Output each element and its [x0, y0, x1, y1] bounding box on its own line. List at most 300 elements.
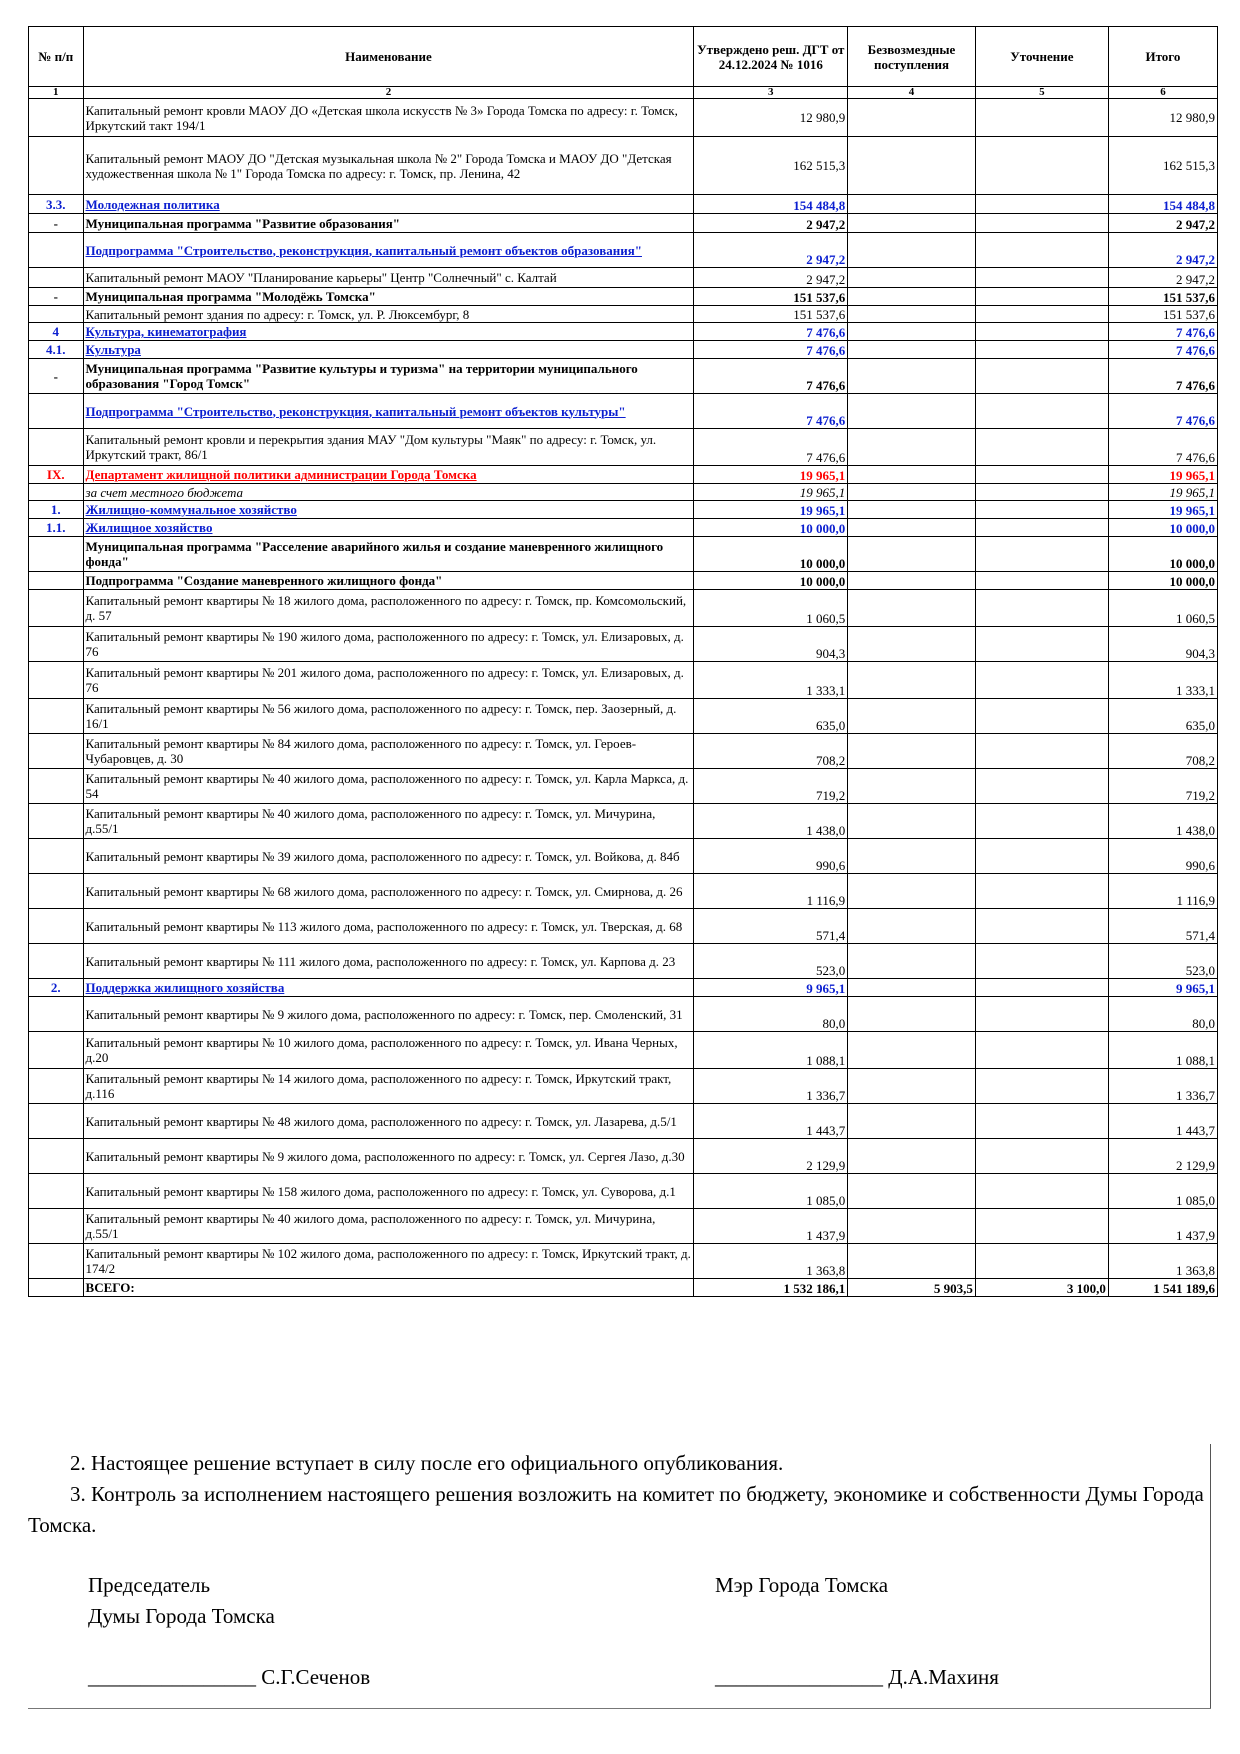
row-clarification [975, 233, 1108, 268]
row-approved: 12 980,9 [694, 99, 848, 137]
row-clarification [975, 997, 1108, 1032]
table-row [29, 288, 1218, 306]
table-row [29, 1244, 1218, 1279]
row-number [29, 537, 84, 572]
row-grants [848, 734, 976, 769]
row-name: Капитальный ремонт МАОУ "Планирование карьеры" Центр "Солнечный" с. Калтай [83, 268, 694, 288]
decision-text [28, 1448, 1218, 1541]
row-number [29, 572, 84, 590]
row-total: 12 980,9 [1108, 99, 1217, 137]
row-grants [848, 484, 976, 501]
row-clarification [975, 323, 1108, 341]
col-index: 4 [848, 87, 976, 99]
row-total: 1 438,0 [1108, 804, 1217, 839]
row-grants [848, 137, 976, 195]
row-name: Капитальный ремонт квартиры № 111 жилого дома, расположенного по адресу: г. Томск, ул. Карпова д. 23 [83, 944, 694, 979]
row-clarification [975, 1209, 1108, 1244]
row-name: Поддержка жилищного хозяйства [83, 979, 694, 997]
row-name: Капитальный ремонт квартиры № 102 жилого дома, расположенного по адресу: г. Томск, Иркутский тракт, д. 174/2 [83, 1244, 694, 1279]
row-name: Капитальный ремонт квартиры № 40 жилого дома, расположенного по адресу: г. Томск, ул. Мичурина, д.55/1 [83, 1209, 694, 1244]
row-grants [848, 627, 976, 662]
row-name: Жилищное хозяйство [83, 519, 694, 537]
mayor-title: Мэр Города Томска [715, 1573, 889, 1597]
row-grants [848, 288, 976, 306]
row-clarification [975, 359, 1108, 394]
row-name: Капитальный ремонт квартиры № 14 жилого дома, расположенного по адресу: г. Томск, Иркутский тракт, д.116 [83, 1069, 694, 1104]
row-grants [848, 997, 976, 1032]
row-clarification [975, 484, 1108, 501]
row-name: Капитальный ремонт квартиры № 40 жилого дома, расположенного по адресу: г. Томск, ул. Карла Маркса, д. 54 [83, 769, 694, 804]
row-number [29, 769, 84, 804]
row-clarification [975, 501, 1108, 519]
row-clarification [975, 268, 1108, 288]
table-row [29, 1279, 1218, 1297]
table-row [29, 839, 1218, 874]
row-number [29, 1174, 84, 1209]
row-clarification [975, 1104, 1108, 1139]
row-clarification [975, 1244, 1108, 1279]
row-approved: 1 060,5 [694, 590, 848, 627]
row-approved: 571,4 [694, 909, 848, 944]
mayor-signature: ________________ Д.А.Махиня [715, 1665, 999, 1689]
row-grants [848, 394, 976, 429]
table-row [29, 944, 1218, 979]
row-number [29, 1209, 84, 1244]
row-grants [848, 1069, 976, 1104]
row-clarification [975, 1139, 1108, 1174]
table-row [29, 699, 1218, 734]
row-total: 2 947,2 [1108, 233, 1217, 268]
row-name: Капитальный ремонт квартиры № 56 жилого дома, расположенного по адресу: г. Томск, пер. Заозерный, д. 16/1 [83, 699, 694, 734]
row-name: Капитальный ремонт квартиры № 9 жилого дома, расположенного по адресу: г. Томск, ул. Сергея Лазо, д.30 [83, 1139, 694, 1174]
row-clarification [975, 99, 1108, 137]
row-number [29, 909, 84, 944]
row-total: 19 965,1 [1108, 484, 1217, 501]
row-grants [848, 466, 976, 484]
table-row [29, 501, 1218, 519]
row-total: 151 537,6 [1108, 288, 1217, 306]
row-approved: 990,6 [694, 839, 848, 874]
col-index: 5 [975, 87, 1108, 99]
row-total: 1 363,8 [1108, 1244, 1217, 1279]
row-grants: 5 903,5 [848, 1279, 976, 1297]
row-approved: 523,0 [694, 944, 848, 979]
col-index: 6 [1108, 87, 1217, 99]
row-total: 2 947,2 [1108, 214, 1217, 233]
row-approved: 1 438,0 [694, 804, 848, 839]
row-number [29, 233, 84, 268]
table-row [29, 1069, 1218, 1104]
row-approved: 10 000,0 [694, 537, 848, 572]
table-row [29, 627, 1218, 662]
row-approved: 7 476,6 [694, 429, 848, 466]
row-total: 708,2 [1108, 734, 1217, 769]
row-clarification [975, 699, 1108, 734]
table-body [29, 99, 1218, 1297]
row-approved: 7 476,6 [694, 323, 848, 341]
row-clarification [975, 769, 1108, 804]
row-name: Подпрограмма "Строительство, реконструкция, капитальный ремонт объектов образования" [83, 233, 694, 268]
row-total: 523,0 [1108, 944, 1217, 979]
table-row [29, 484, 1218, 501]
row-name: Департамент жилищной политики администрации Города Томска [83, 466, 694, 484]
row-number [29, 1104, 84, 1139]
row-name: Культура [83, 341, 694, 359]
table-row [29, 997, 1218, 1032]
row-approved: 151 537,6 [694, 306, 848, 323]
row-approved: 708,2 [694, 734, 848, 769]
header-grants: Безвозмездные поступления [848, 27, 976, 87]
header-approved: Утверждено реш. ДГТ от 24.12.2024 № 1016 [694, 27, 848, 87]
row-total: 7 476,6 [1108, 323, 1217, 341]
row-number: 4 [29, 323, 84, 341]
row-grants [848, 233, 976, 268]
row-grants [848, 909, 976, 944]
row-clarification [975, 839, 1108, 874]
row-approved: 162 515,3 [694, 137, 848, 195]
row-total: 2 129,9 [1108, 1139, 1217, 1174]
row-name: Молодежная политика [83, 195, 694, 214]
row-number [29, 1244, 84, 1279]
row-name: Капитальный ремонт квартиры № 201 жилого дома, расположенного по адресу: г. Томск, ул. Елизаровых, д. 76 [83, 662, 694, 699]
row-number [29, 590, 84, 627]
table-row [29, 233, 1218, 268]
row-grants [848, 519, 976, 537]
row-number [29, 484, 84, 501]
table-row [29, 466, 1218, 484]
row-number [29, 734, 84, 769]
row-total: 571,4 [1108, 909, 1217, 944]
row-name: Подпрограмма "Создание маневренного жилищного фонда" [83, 572, 694, 590]
col-index: 3 [694, 87, 848, 99]
row-total: 2 947,2 [1108, 268, 1217, 288]
row-total: 1 437,9 [1108, 1209, 1217, 1244]
row-clarification [975, 1174, 1108, 1209]
table-row [29, 662, 1218, 699]
row-number [29, 699, 84, 734]
row-total: 10 000,0 [1108, 519, 1217, 537]
row-grants [848, 429, 976, 466]
row-number [29, 137, 84, 195]
row-number [29, 429, 84, 466]
table-row [29, 590, 1218, 627]
column-index-row [29, 87, 1218, 99]
row-total: 1 116,9 [1108, 874, 1217, 909]
budget-table [28, 26, 1218, 1297]
page-border-bottom [28, 1708, 1211, 1709]
row-total: 719,2 [1108, 769, 1217, 804]
row-grants [848, 699, 976, 734]
row-grants [848, 359, 976, 394]
row-name: Капитальный ремонт квартиры № 190 жилого дома, расположенного по адресу: г. Томск, ул. Елизаровых, д. 76 [83, 627, 694, 662]
row-number [29, 99, 84, 137]
row-clarification [975, 590, 1108, 627]
row-approved: 10 000,0 [694, 572, 848, 590]
table-row [29, 394, 1218, 429]
row-grants [848, 590, 976, 627]
row-grants [848, 1139, 976, 1174]
header-clarification: Уточнение [975, 27, 1108, 87]
budget-sheet [28, 26, 1218, 1297]
row-grants [848, 306, 976, 323]
table-row [29, 769, 1218, 804]
row-approved: 2 947,2 [694, 268, 848, 288]
row-approved: 1 532 186,1 [694, 1279, 848, 1297]
table-row [29, 429, 1218, 466]
row-number: - [29, 214, 84, 233]
row-grants [848, 268, 976, 288]
table-row [29, 572, 1218, 590]
row-number [29, 662, 84, 699]
col-index: 2 [83, 87, 694, 99]
row-clarification [975, 572, 1108, 590]
table-row [29, 195, 1218, 214]
row-grants [848, 1174, 976, 1209]
row-approved: 1 336,7 [694, 1069, 848, 1104]
row-name: Капитальный ремонт квартиры № 18 жилого дома, расположенного по адресу: г. Томск, пр. Комсомольский, д. 57 [83, 590, 694, 627]
row-grants [848, 1104, 976, 1139]
row-number [29, 944, 84, 979]
table-row [29, 359, 1218, 394]
row-number [29, 1139, 84, 1174]
row-clarification [975, 874, 1108, 909]
row-grants [848, 839, 976, 874]
row-total: 9 965,1 [1108, 979, 1217, 997]
row-number [29, 1032, 84, 1069]
row-total: 7 476,6 [1108, 359, 1217, 394]
row-approved: 9 965,1 [694, 979, 848, 997]
row-clarification [975, 1069, 1108, 1104]
row-approved: 904,3 [694, 627, 848, 662]
row-number: IX. [29, 466, 84, 484]
row-number [29, 804, 84, 839]
row-total: 80,0 [1108, 997, 1217, 1032]
row-approved: 1 088,1 [694, 1032, 848, 1069]
row-grants [848, 572, 976, 590]
row-approved: 19 965,1 [694, 501, 848, 519]
row-clarification [975, 804, 1108, 839]
row-name: Жилищно-коммунальное хозяйство [83, 501, 694, 519]
row-clarification [975, 429, 1108, 466]
row-approved: 19 965,1 [694, 466, 848, 484]
table-row [29, 1174, 1218, 1209]
row-name: Капитальный ремонт квартиры № 158 жилого дома, расположенного по адресу: г. Томск, ул. Суворова, д.1 [83, 1174, 694, 1209]
table-row [29, 214, 1218, 233]
row-number: 1.1. [29, 519, 84, 537]
row-grants [848, 537, 976, 572]
row-total: 635,0 [1108, 699, 1217, 734]
row-name: Муниципальная программа "Молодёжь Томска" [83, 288, 694, 306]
row-total: 19 965,1 [1108, 501, 1217, 519]
row-name: Капитальный ремонт квартиры № 10 жилого дома, расположенного по адресу: г. Томск, ул. Ивана Черных, д.20 [83, 1032, 694, 1069]
table-row [29, 537, 1218, 572]
row-clarification [975, 466, 1108, 484]
row-clarification [975, 214, 1108, 233]
row-clarification [975, 306, 1108, 323]
row-total: 7 476,6 [1108, 394, 1217, 429]
decision-item-2: 2. Настоящее решение вступает в силу после его официального опубликования. [70, 1451, 784, 1475]
row-grants [848, 804, 976, 839]
row-approved: 1 443,7 [694, 1104, 848, 1139]
row-approved: 1 116,9 [694, 874, 848, 909]
chairman-title-line2: Думы Города Томска [88, 1604, 275, 1628]
row-total: 19 965,1 [1108, 466, 1217, 484]
row-name: Культура, кинематография [83, 323, 694, 341]
table-row [29, 1032, 1218, 1069]
row-grants [848, 1244, 976, 1279]
row-total: 7 476,6 [1108, 429, 1217, 466]
row-number [29, 306, 84, 323]
table-header-row [29, 27, 1218, 87]
row-approved: 10 000,0 [694, 519, 848, 537]
row-approved: 19 965,1 [694, 484, 848, 501]
row-total: 151 537,6 [1108, 306, 1217, 323]
row-approved: 2 129,9 [694, 1139, 848, 1174]
table-row [29, 99, 1218, 137]
row-number: 2. [29, 979, 84, 997]
row-clarification [975, 137, 1108, 195]
table-row [29, 874, 1218, 909]
row-total: 1 085,0 [1108, 1174, 1217, 1209]
row-grants [848, 944, 976, 979]
row-grants [848, 874, 976, 909]
row-grants [848, 979, 976, 997]
row-number [29, 394, 84, 429]
row-name: Капитальный ремонт МАОУ ДО "Детская музыкальная школа № 2" Города Томска и МАОУ ДО "Детская художественная школа № 1" Города Томска по адресу: г. Томск, пр. Ленина, 42 [83, 137, 694, 195]
table-row [29, 909, 1218, 944]
row-clarification [975, 1032, 1108, 1069]
row-number: 1. [29, 501, 84, 519]
row-approved: 1 363,8 [694, 1244, 848, 1279]
table-row [29, 341, 1218, 359]
row-clarification [975, 195, 1108, 214]
row-approved: 2 947,2 [694, 233, 848, 268]
row-clarification: 3 100,0 [975, 1279, 1108, 1297]
row-approved: 7 476,6 [694, 341, 848, 359]
row-number [29, 1279, 84, 1297]
row-clarification [975, 627, 1108, 662]
row-approved: 80,0 [694, 997, 848, 1032]
row-clarification [975, 909, 1108, 944]
row-total: 10 000,0 [1108, 537, 1217, 572]
row-approved: 719,2 [694, 769, 848, 804]
row-number: - [29, 359, 84, 394]
row-name: Муниципальная программа "Расселение аварийного жилья и создание маневренного жилищного фонда" [83, 537, 694, 572]
row-grants [848, 323, 976, 341]
table-row [29, 1209, 1218, 1244]
table-row [29, 306, 1218, 323]
row-grants [848, 769, 976, 804]
row-name: Капитальный ремонт квартиры № 48 жилого дома, расположенного по адресу: г. Томск, ул. Лазарева, д.5/1 [83, 1104, 694, 1139]
row-clarification [975, 341, 1108, 359]
table-row [29, 979, 1218, 997]
row-approved: 2 947,2 [694, 214, 848, 233]
table-row [29, 1104, 1218, 1139]
decision-item-3: 3. Контроль за исполнением настоящего решения возложить на комитет по бюджету, экономике и собственности Думы Города Томска. [28, 1482, 1204, 1537]
row-clarification [975, 288, 1108, 306]
row-name: Муниципальная программа "Развитие образования" [83, 214, 694, 233]
row-total: 1 060,5 [1108, 590, 1217, 627]
row-total: 990,6 [1108, 839, 1217, 874]
row-approved: 635,0 [694, 699, 848, 734]
row-grants [848, 501, 976, 519]
chairman-title-line1: Председатель [88, 1573, 211, 1597]
row-name: Капитальный ремонт квартиры № 40 жилого дома, расположенного по адресу: г. Томск, ул. Мичурина, д.55/1 [83, 804, 694, 839]
header-name: Наименование [83, 27, 694, 87]
row-name: Капитальный ремонт кровли МАОУ ДО «Детская школа искусств № 3» Города Томска по адресу: г. Томск, Иркутский такт 194/1 [83, 99, 694, 137]
row-approved: 154 484,8 [694, 195, 848, 214]
row-total: 1 336,7 [1108, 1069, 1217, 1104]
table-row [29, 1139, 1218, 1174]
row-grants [848, 214, 976, 233]
row-approved: 151 537,6 [694, 288, 848, 306]
row-number: 3.3. [29, 195, 84, 214]
row-clarification [975, 944, 1108, 979]
row-clarification [975, 662, 1108, 699]
row-total: 154 484,8 [1108, 195, 1217, 214]
row-clarification [975, 394, 1108, 429]
table-row [29, 323, 1218, 341]
chairman-title [88, 1570, 275, 1632]
row-grants [848, 662, 976, 699]
row-name: Капитальный ремонт кровли и перекрытия здания МАУ "Дом культуры "Маяк" по адресу: г. Томск, ул. Иркутский тракт, 86/1 [83, 429, 694, 466]
table-row [29, 137, 1218, 195]
row-clarification [975, 519, 1108, 537]
row-number [29, 839, 84, 874]
row-total: 10 000,0 [1108, 572, 1217, 590]
row-grants [848, 99, 976, 137]
row-grants [848, 195, 976, 214]
row-number [29, 627, 84, 662]
header-total: Итого [1108, 27, 1217, 87]
row-number [29, 268, 84, 288]
row-name: за счет местного бюджета [83, 484, 694, 501]
row-total: 1 443,7 [1108, 1104, 1217, 1139]
row-number [29, 997, 84, 1032]
chairman-signature: ________________ С.Г.Сеченов [88, 1665, 371, 1689]
row-number [29, 874, 84, 909]
row-name: Подпрограмма "Строительство, реконструкция, капитальный ремонт объектов культуры" [83, 394, 694, 429]
row-name: Капитальный ремонт квартиры № 39 жилого дома, расположенного по адресу: г. Томск, ул. Войкова, д. 84б [83, 839, 694, 874]
row-number [29, 1069, 84, 1104]
row-name: Капитальный ремонт квартиры № 84 жилого дома, расположенного по адресу: г. Томск, ул. Героев-Чубаровцев, д. 30 [83, 734, 694, 769]
row-name: Капитальный ремонт квартиры № 68 жилого дома, расположенного по адресу: г. Томск, ул. Смирнова, д. 26 [83, 874, 694, 909]
row-grants [848, 1032, 976, 1069]
table-row [29, 804, 1218, 839]
row-clarification [975, 537, 1108, 572]
row-approved: 7 476,6 [694, 394, 848, 429]
row-name: ВСЕГО: [83, 1279, 694, 1297]
row-approved: 1 333,1 [694, 662, 848, 699]
row-name: Капитальный ремонт квартиры № 9 жилого дома, расположенного по адресу: г. Томск, пер. Смоленский, 31 [83, 997, 694, 1032]
row-name: Капитальный ремонт здания по адресу: г. Томск, ул. Р. Люксембург, 8 [83, 306, 694, 323]
header-number: № п/п [29, 27, 84, 87]
row-total: 1 541 189,6 [1108, 1279, 1217, 1297]
row-approved: 1 085,0 [694, 1174, 848, 1209]
row-number: 4.1. [29, 341, 84, 359]
row-total: 1 088,1 [1108, 1032, 1217, 1069]
row-name: Капитальный ремонт квартиры № 113 жилого дома, расположенного по адресу: г. Томск, ул. Тверская, д. 68 [83, 909, 694, 944]
table-row [29, 519, 1218, 537]
row-total: 162 515,3 [1108, 137, 1217, 195]
row-grants [848, 1209, 976, 1244]
table-row [29, 268, 1218, 288]
row-total: 904,3 [1108, 627, 1217, 662]
row-approved: 1 437,9 [694, 1209, 848, 1244]
row-approved: 7 476,6 [694, 359, 848, 394]
col-index: 1 [29, 87, 84, 99]
row-number: - [29, 288, 84, 306]
